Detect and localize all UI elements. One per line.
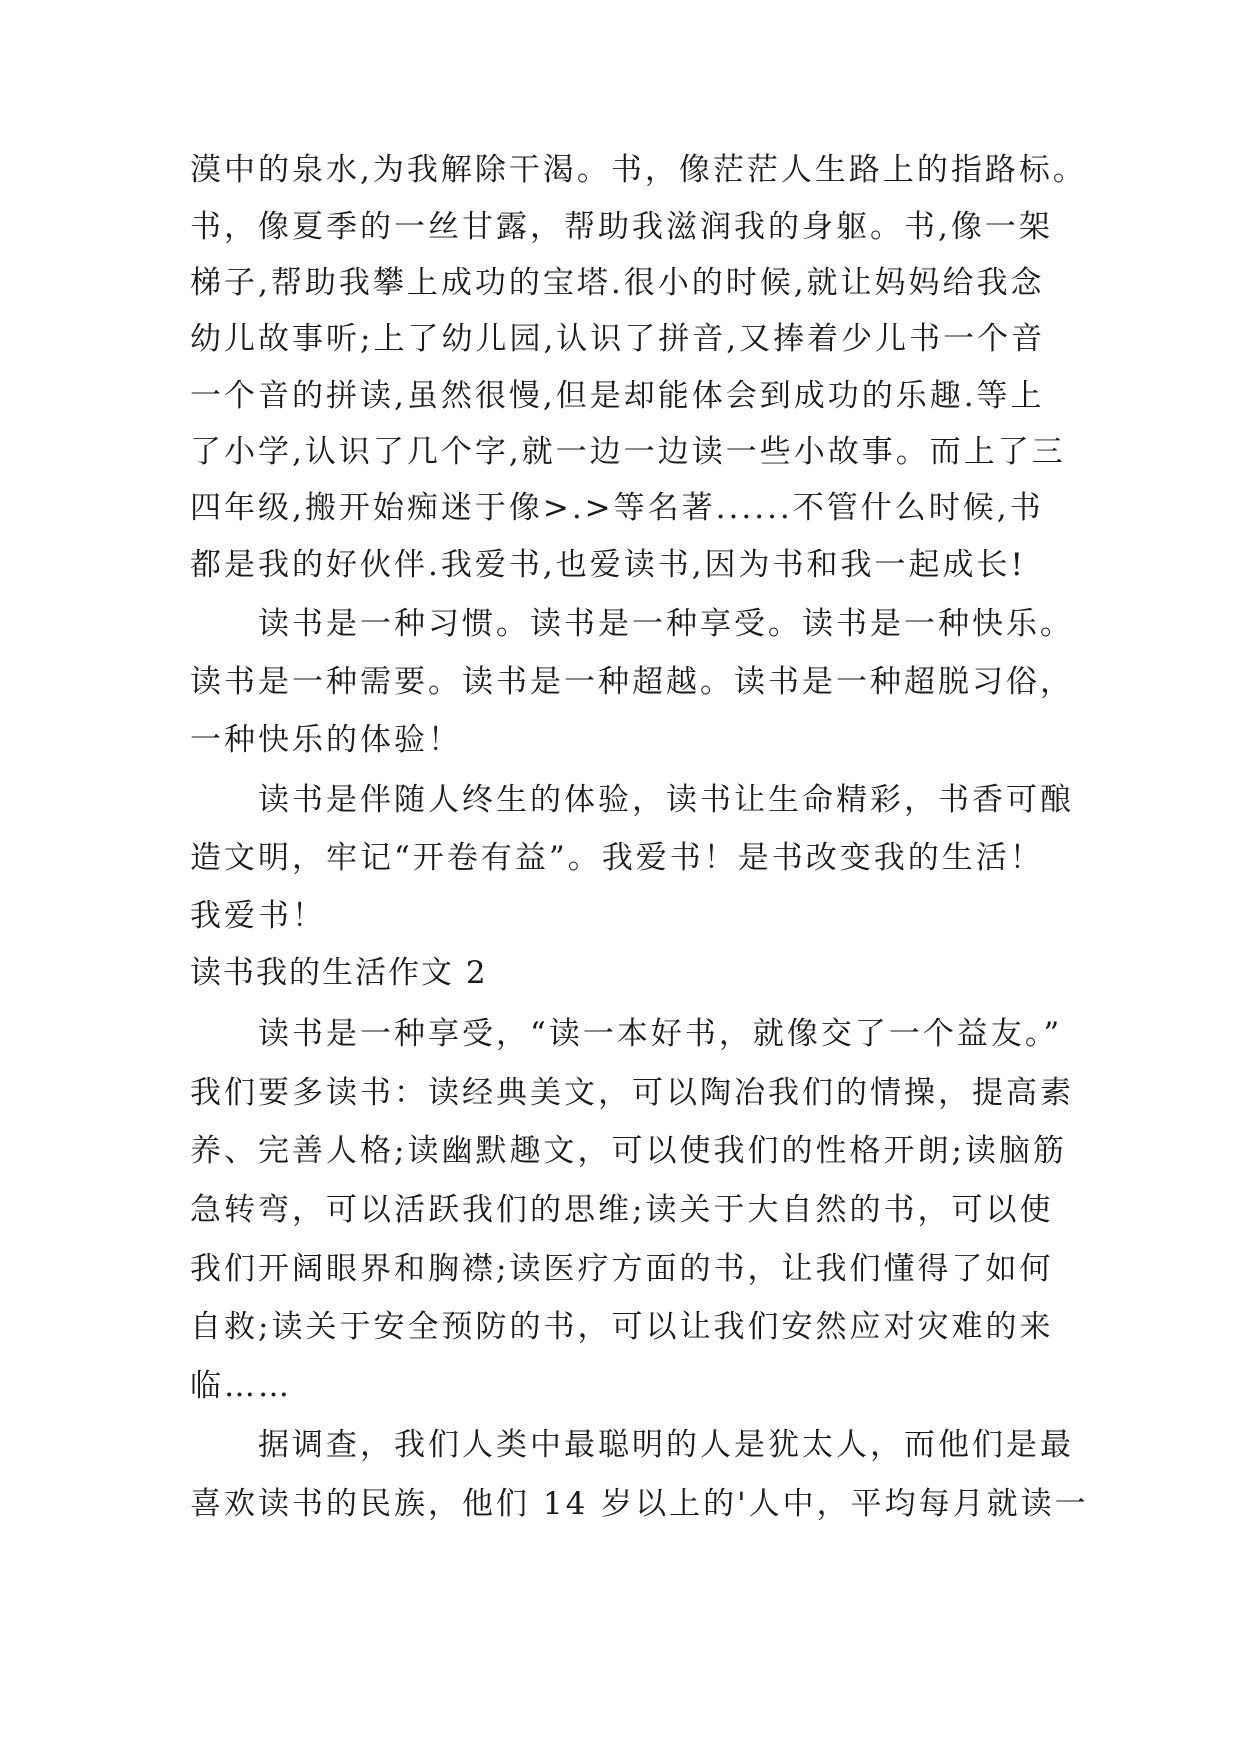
text-line: 临…… bbox=[190, 1368, 292, 1404]
text-line: 幼儿故事听;上了幼儿园,认识了拼音,又捧着少儿书一个音 bbox=[190, 321, 1046, 357]
text-line: 造文明，牢记“开卷有益”。我爱书！是书改变我的生活！ bbox=[190, 840, 1044, 876]
text-line: 都是我的好伙伴.我爱书,也爱读书,因为书和我一起成长! bbox=[190, 547, 1027, 583]
paragraph-first-line: 读书是一种习惯。读书是一种享受。读书是一种快乐。 bbox=[258, 606, 1074, 642]
text-line: 我爱书！ bbox=[190, 898, 326, 934]
text-line: 梯子,帮助我攀上成功的宝塔.很小的时候,就让妈妈给我念 bbox=[190, 265, 1045, 301]
text-line: 急转弯，可以活跃我们的思维;读关于大自然的书，可以使 bbox=[190, 1192, 1054, 1228]
text-line: 养、完善人格;读幽默趣文，可以使我们的性格开朗;读脑筋 bbox=[190, 1133, 1067, 1169]
text-line: 一种快乐的体验！ bbox=[190, 722, 462, 758]
paragraph-first-line: 读书是一种享受，“读一本好书，就像交了一个益友。” bbox=[258, 1016, 1063, 1052]
text-line: 漠中的泉水,为我解除干渴。书，像茫茫人生路上的指路标。 bbox=[190, 152, 1087, 188]
text-line: 了小学,认识了几个字,就一边一边读一些小故事。而上了三 bbox=[190, 434, 1066, 470]
text-line: 四年级,搬开始痴迷于像>.>等名著......不管什么时候,书 bbox=[190, 490, 1044, 526]
text-line: 书，像夏季的一丝甘露，帮助我滋润我的身躯。书,像一架 bbox=[190, 209, 1053, 245]
text-line: 自救;读关于安全预防的书，可以让我们安然应对灾难的来 bbox=[190, 1309, 1054, 1345]
text-line: 我们要多读书：读经典美文，可以陶冶我们的情操，提高素 bbox=[190, 1075, 1074, 1111]
text-line: 喜欢读书的民族，他们 14 岁以上的'人中，平均每月就读一 bbox=[190, 1486, 1089, 1522]
section-heading: 读书我的生活作文 2 bbox=[190, 955, 488, 991]
text-line: 一个音的拼读,虽然很慢,但是却能体会到成功的乐趣.等上 bbox=[190, 378, 1045, 414]
paragraph-first-line: 据调查，我们人类中最聪明的人是犹太人，而他们是最 bbox=[258, 1427, 1074, 1463]
text-line: 读书是一种需要。读书是一种超越。读书是一种超脱习俗， bbox=[190, 664, 1074, 700]
text-line: 我们开阔眼界和胸襟;读医疗方面的书，让我们懂得了如何 bbox=[190, 1251, 1054, 1287]
paragraph-first-line: 读书是伴随人终生的体验，读书让生命精彩，书香可酿 bbox=[258, 782, 1074, 818]
